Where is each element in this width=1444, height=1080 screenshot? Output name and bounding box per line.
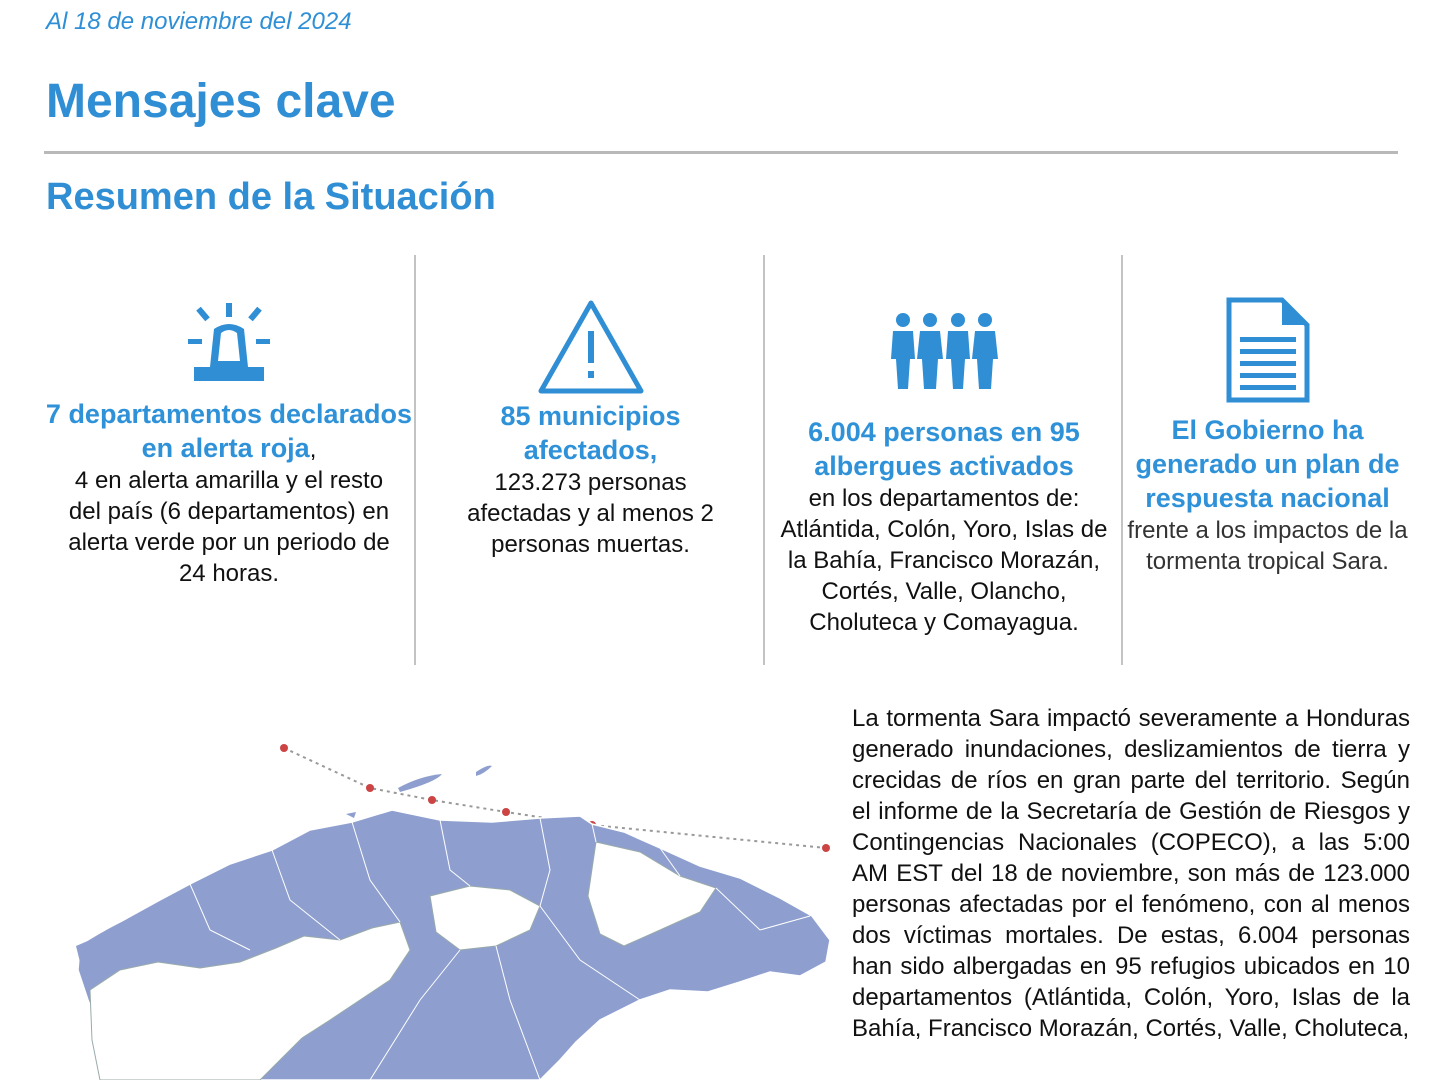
municipalities-detail: 123.273 personas afectadas y al menos 2 personas muertas.	[467, 469, 714, 558]
section-title: Resumen de la Situación	[46, 176, 496, 218]
report-date: Al 18 de noviembre del 2024	[46, 8, 352, 35]
key-message-alerts	[44, 255, 414, 665]
honduras-affected-municipalities-map	[40, 700, 840, 1080]
key-message-municipalities	[418, 255, 763, 665]
shelters-detail: en los departamentos de: Atlántida, Colón, Yoro, Islas de la Bahía, Francisco Morazán, Cortés, Valle, Olancho, Choluteca y Comayagua.	[780, 485, 1108, 636]
municipalities-highlight: 85 municipios afectados,	[500, 401, 681, 465]
document-icon	[1226, 297, 1310, 403]
shelters-highlight: 6.004 personas en 95 albergues activados	[808, 417, 1080, 481]
alert-detail: 4 en alerta amarilla y el resto del país (6 departamentos) en alerta verde por un periodo de 24 horas.	[68, 467, 390, 587]
alert-highlight-suffix: ,	[309, 436, 317, 463]
alert-highlight: 7 departamentos declarados en alerta roja	[45, 399, 413, 463]
bay-islands	[346, 766, 492, 818]
warning-triangle-icon	[535, 297, 647, 397]
response-plan-highlight: El Gobierno ha generado un plan de respuesta nacional	[1135, 415, 1400, 513]
siren-icon	[184, 301, 274, 391]
people-group-icon	[888, 311, 1000, 391]
page-title: Mensajes clave	[46, 75, 396, 128]
title-divider	[44, 151, 1398, 154]
column-divider	[414, 255, 416, 665]
column-divider	[763, 255, 765, 665]
situation-paragraph: La tormenta Sara impactó severamente a Honduras generado inundaciones, deslizamientos de tierra y crecidas de ríos en gran parte del territorio. Según el informe de la Secretaría de Gestión de Riesgos y Contingencias Nacionales (COPECO), a las 5:00 AM EST del 18 de noviembre, son más de 123.000 personas afectadas por el fenómeno, con al menos dos víctimas mortales. De estas, 6.004 personas han sido albergadas en 95 refugios ubicados en 10 departamentos (Atlántida, Colón, Yoro, Islas de la Bahía, Francisco Morazán, Cortés, Valle, Choluteca,	[852, 705, 1410, 1042]
key-message-response-plan	[1125, 255, 1410, 665]
response-plan-detail: frente a los impactos de la tormenta tropical Sara.	[1127, 517, 1408, 575]
key-message-shelters	[767, 255, 1121, 665]
column-divider	[1121, 255, 1123, 665]
